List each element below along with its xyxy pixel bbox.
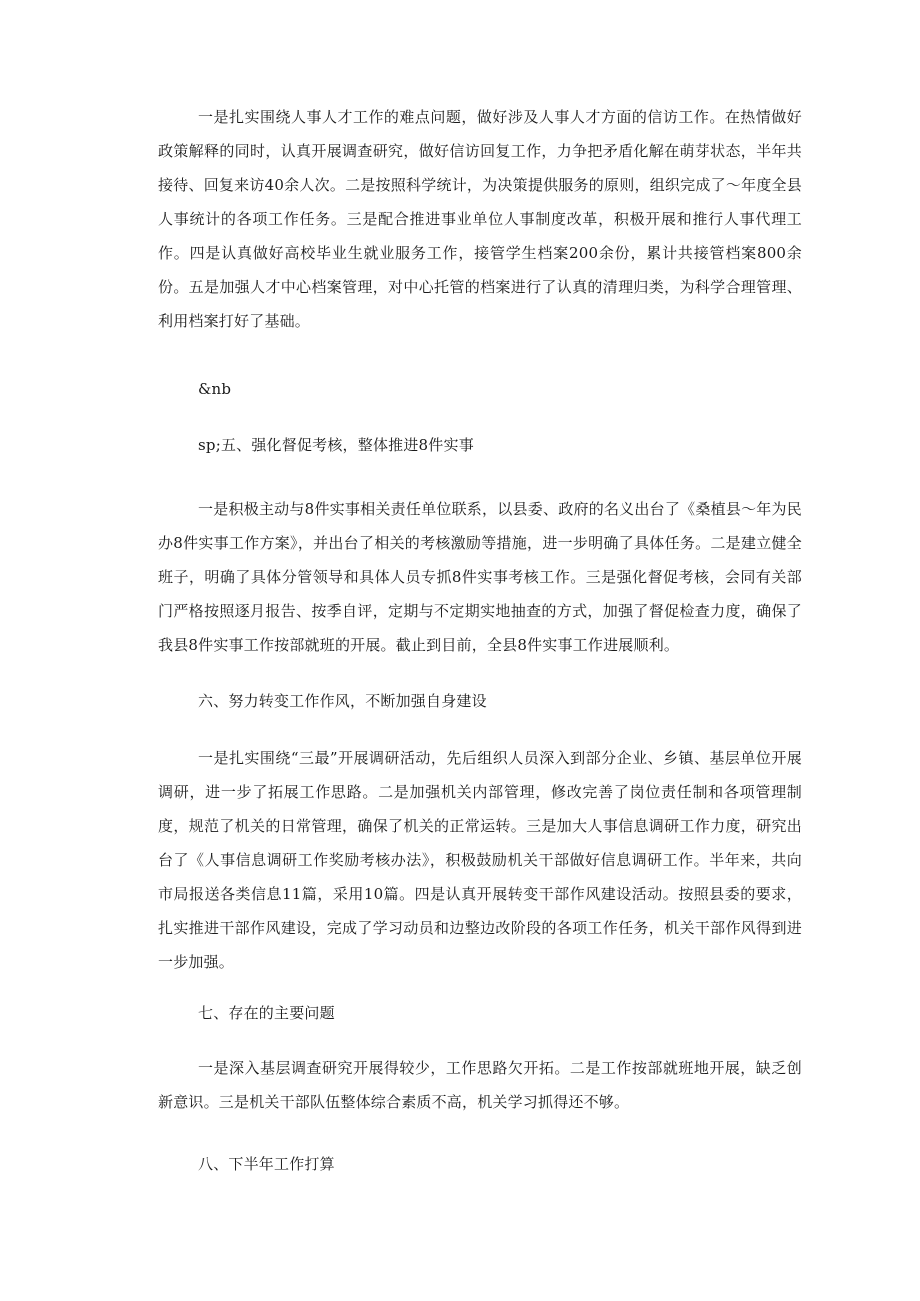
paragraph-fragment: &nb — [198, 380, 232, 398]
paragraph-work-style: 一是扎实围绕“三最”开展调研活动，先后组织人员深入到部分企业、乡镇、基层单位开展调研，进一步了拓展工作思路。二是加强机关内部管理，修改完善了岗位责任制和各项管理制度，规范了机关的日常管理，确保了机关的正常运转。三是加大人事信息调研工作力度，研究出台了《人事信息调研工作奖励考核办法》，积极鼓励机关干部做好信息调研工作。半年来，共向市局报送各类信息11篇，采用10篇。四是认真开展转变干部作风建设活动。按照县委的要求，扎实推进干部作风建设，完成了学习动员和边整边改阶段的各项工作任务，机关干部作风得到进一步加强。 — [158, 749, 802, 971]
heading-section-7: 七、存在的主要问题 — [198, 1004, 335, 1022]
paragraph-eight-tasks: 一是积极主动与8件实事相关责任单位联系，以县委、政府的名义出台了《桑植县～年为民办8件实事工作方案》，并出台了相关的考核激励等措施，进一步明确了具体任务。二是建立健全班子，明确了具体分管领导和具体人员专抓8件实事考核工作。三是强化督促考核，会同有关部门严格按照逐月报告、按季自评，定期与不定期实地抽查的方式，加强了督促检查力度，确保了我县8件实事工作按部就班的开展。截止到目前，全县8件实事工作进展顺利。 — [158, 500, 802, 654]
heading-section-6: 六、努力转变工作作风，不断加强自身建设 — [198, 692, 487, 710]
paragraph-letters-visits: 一是扎实围绕人事人才工作的难点问题，做好涉及人事人才方面的信访工作。在热情做好政策解释的同时，认真开展调查研究，做好信访回复工作，力争把矛盾化解在萌芽状态，半年共接待、回复来访40余人次。二是按照科学统计，为决策提供服务的原则，组织完成了～年度全县人事统计的各项工作任务。三是配合推进事业单位人事制度改革，积极开展和推行人事代理工作。四是认真做好高校毕业生就业服务工作，接管学生档案200余份，累计共接管档案800余份。五是加强人才中心档案管理，对中心托管的档案进行了认真的清理归类，为科学合理管理、利用档案打好了基础。 — [158, 108, 802, 330]
paragraph-problems: 一是深入基层调查研究开展得较少，工作思路欠开拓。二是工作按部就班地开展，缺乏创新意识。三是机关干部队伍整体综合素质不高，机关学习抓得还不够。 — [158, 1059, 802, 1111]
heading-section-5: sp;五、强化督促考核，整体推进8件实事 — [198, 436, 474, 454]
heading-section-8: 八、下半年工作打算 — [198, 1155, 335, 1173]
